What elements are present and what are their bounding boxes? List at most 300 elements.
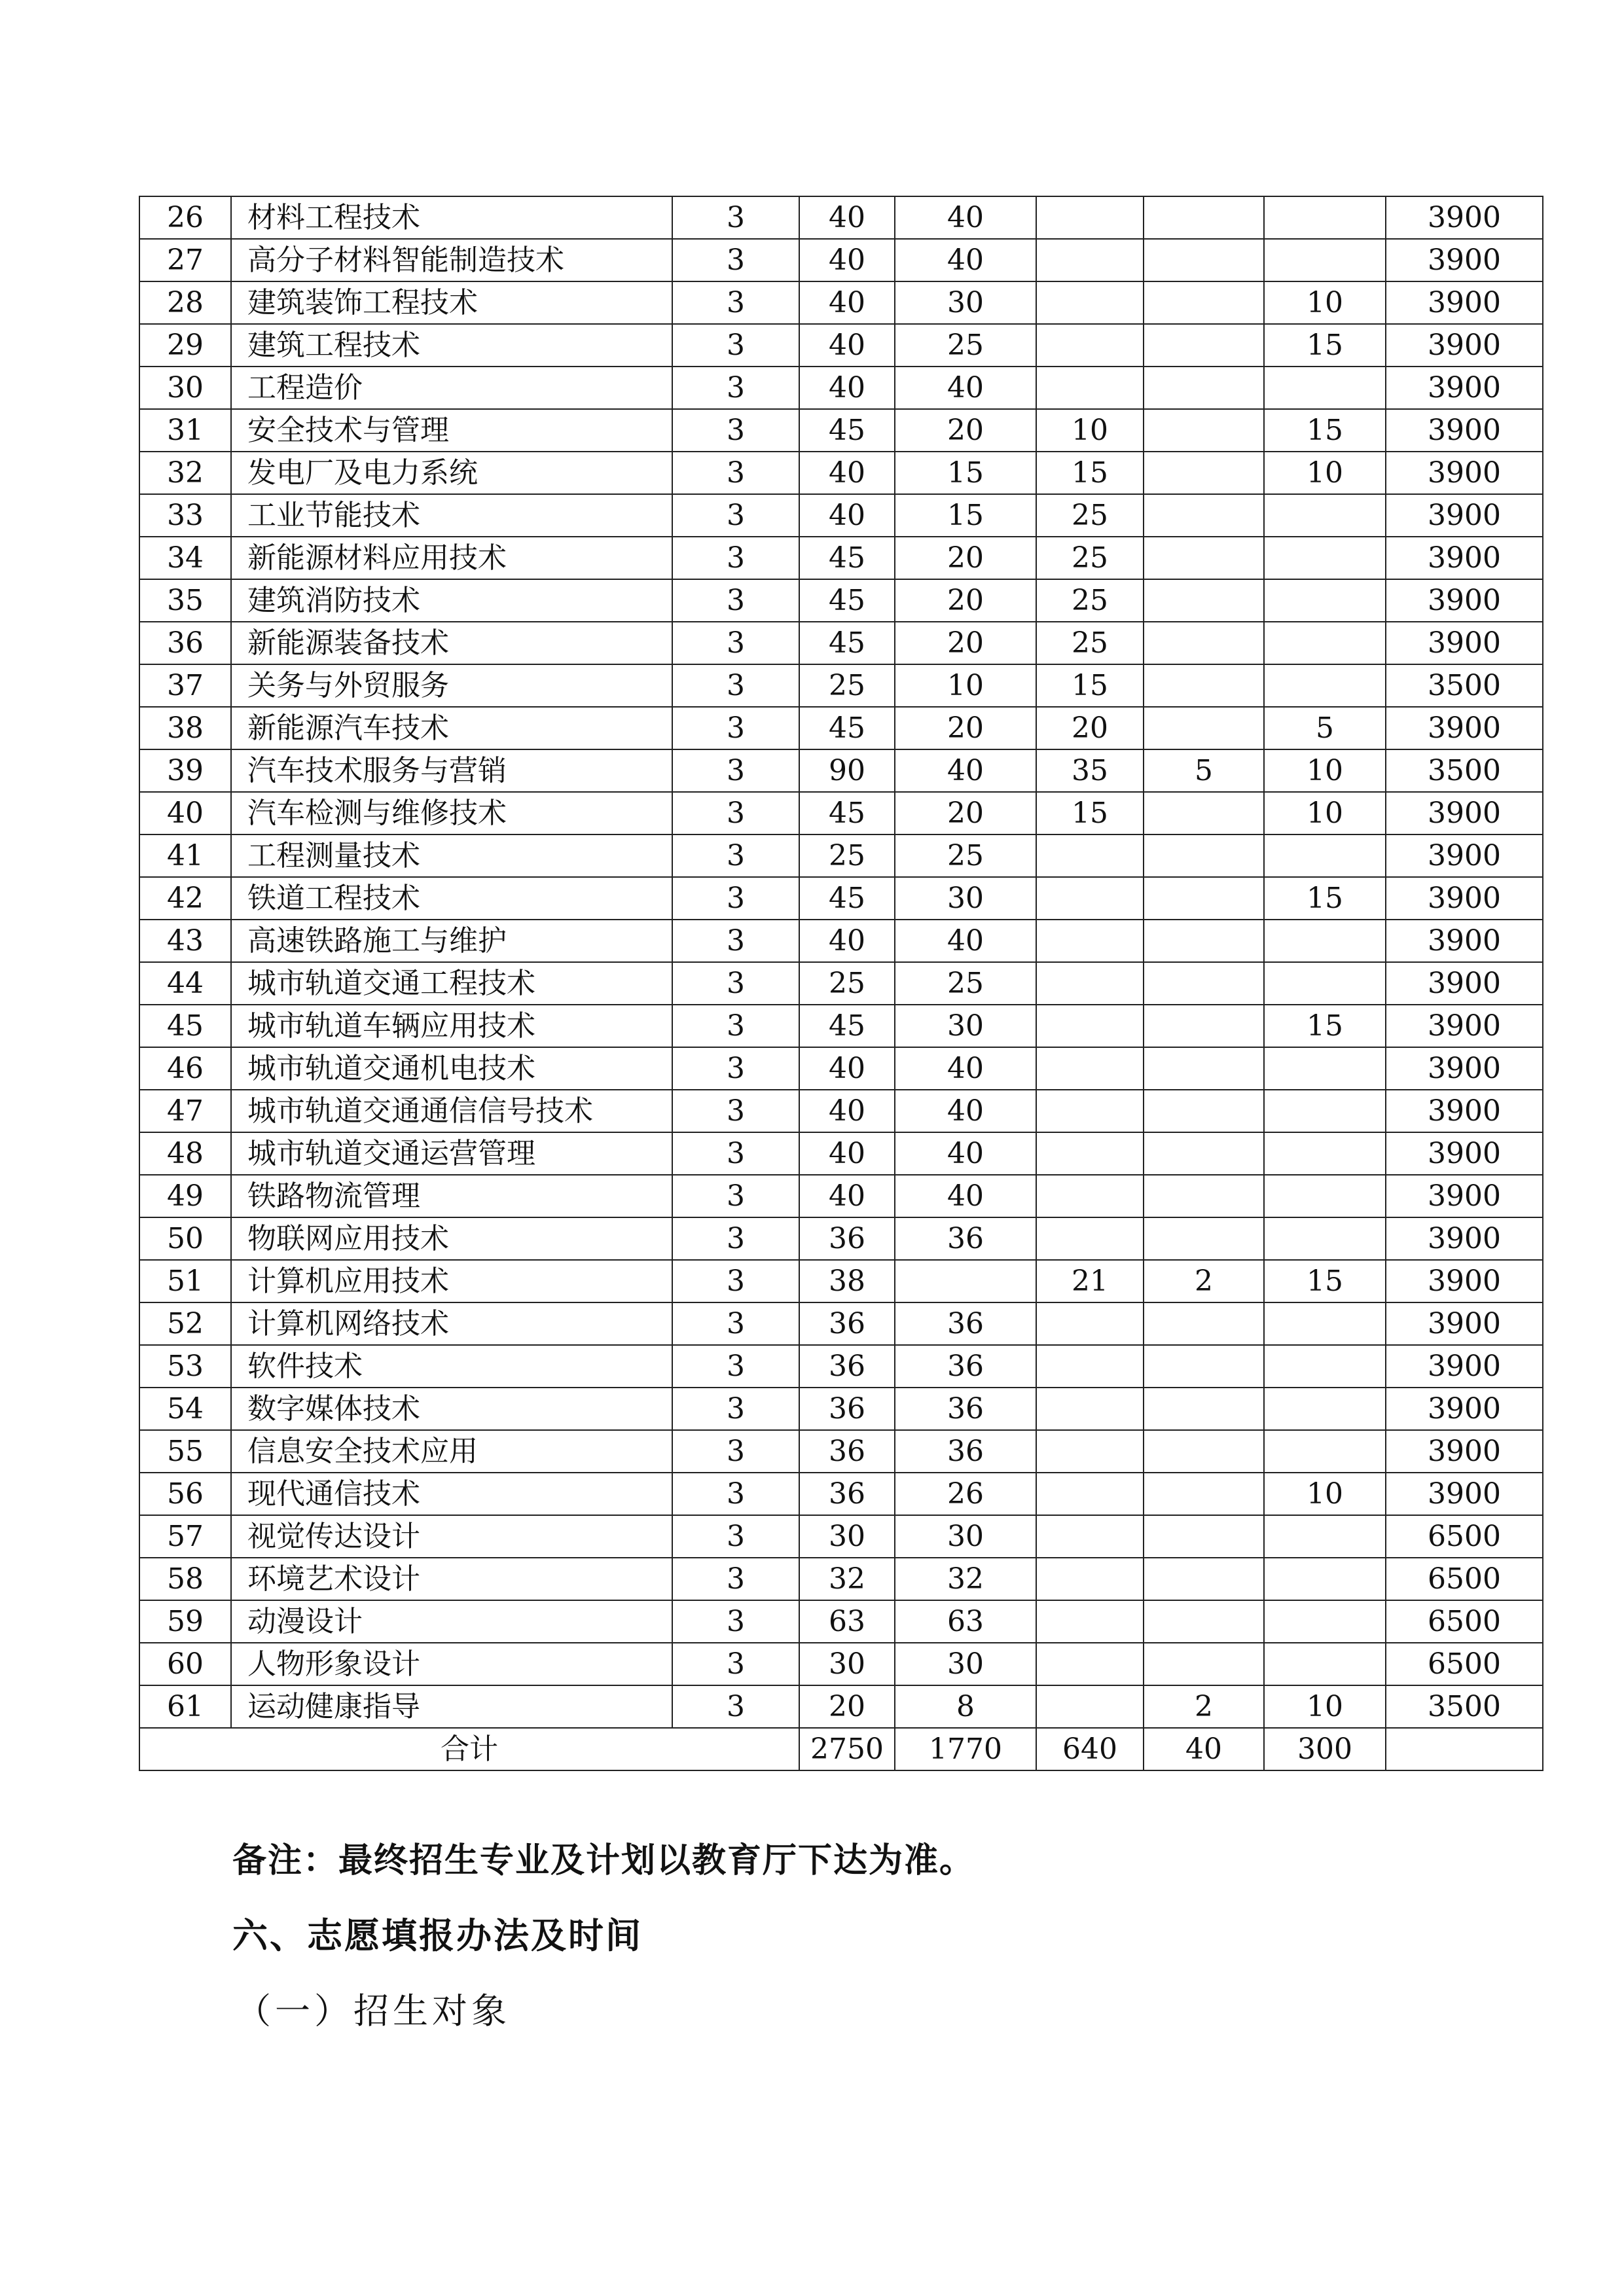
table-cell: 47 bbox=[139, 1090, 231, 1132]
total-value-cell: 300 bbox=[1264, 1728, 1386, 1770]
table-cell: 28 bbox=[139, 281, 231, 324]
table-cell: 3900 bbox=[1386, 792, 1543, 834]
table-cell bbox=[1264, 239, 1386, 281]
table-cell bbox=[1144, 1005, 1264, 1047]
table-row bbox=[139, 664, 1543, 707]
table-cell: 40 bbox=[799, 281, 895, 324]
table-cell: 3 bbox=[672, 920, 799, 962]
table-cell: 20 bbox=[895, 579, 1036, 622]
major-name-cell: 汽车检测与维修技术 bbox=[231, 792, 672, 834]
table-cell: 3900 bbox=[1386, 877, 1543, 920]
table-cell: 3900 bbox=[1386, 324, 1543, 367]
table-cell: 3 bbox=[672, 664, 799, 707]
table-cell: 20 bbox=[1036, 707, 1144, 749]
table-cell bbox=[1036, 1430, 1144, 1473]
table-cell bbox=[1036, 367, 1144, 409]
table-cell: 40 bbox=[799, 1090, 895, 1132]
table-cell: 5 bbox=[1144, 749, 1264, 792]
table-cell: 40 bbox=[799, 367, 895, 409]
table-cell: 25 bbox=[895, 834, 1036, 877]
table-cell bbox=[1264, 834, 1386, 877]
table-cell bbox=[1264, 579, 1386, 622]
table-cell: 36 bbox=[139, 622, 231, 664]
table-cell bbox=[1144, 834, 1264, 877]
table-cell: 40 bbox=[895, 749, 1036, 792]
total-value-cell bbox=[1386, 1728, 1543, 1770]
major-name-cell: 城市轨道车辆应用技术 bbox=[231, 1005, 672, 1047]
section-heading: 六、志愿填报办法及时间 bbox=[232, 1915, 643, 1956]
table-cell bbox=[1144, 1175, 1264, 1217]
table-cell: 3 bbox=[672, 1558, 799, 1600]
table-cell: 40 bbox=[895, 920, 1036, 962]
table-row bbox=[139, 792, 1543, 834]
table-cell bbox=[1144, 792, 1264, 834]
table-cell: 90 bbox=[799, 749, 895, 792]
table-row bbox=[139, 1388, 1543, 1430]
major-name-cell: 运动健康指导 bbox=[231, 1685, 672, 1728]
table-cell: 8 bbox=[895, 1685, 1036, 1728]
remark-note: 备注：最终招生专业及计划以教育厅下达为准。 bbox=[232, 1841, 975, 1880]
table-cell: 3900 bbox=[1386, 1388, 1543, 1430]
table-cell: 56 bbox=[139, 1473, 231, 1515]
table-cell: 25 bbox=[799, 834, 895, 877]
table-cell: 3900 bbox=[1386, 579, 1543, 622]
table-cell bbox=[1144, 1643, 1264, 1685]
table-cell: 3900 bbox=[1386, 537, 1543, 579]
table-cell: 3 bbox=[672, 1260, 799, 1302]
table-cell: 57 bbox=[139, 1515, 231, 1558]
table-cell: 30 bbox=[895, 1005, 1036, 1047]
table-cell: 31 bbox=[139, 409, 231, 452]
table-row bbox=[139, 962, 1543, 1005]
table-cell: 36 bbox=[895, 1345, 1036, 1388]
table-cell: 30 bbox=[799, 1515, 895, 1558]
table-cell bbox=[1144, 664, 1264, 707]
table-cell: 60 bbox=[139, 1643, 231, 1685]
table-row bbox=[139, 707, 1543, 749]
table-cell: 21 bbox=[1036, 1260, 1144, 1302]
table-cell bbox=[1144, 877, 1264, 920]
table-cell: 3900 bbox=[1386, 196, 1543, 239]
major-name-cell: 计算机应用技术 bbox=[231, 1260, 672, 1302]
table-cell: 40 bbox=[139, 792, 231, 834]
table-cell: 25 bbox=[895, 324, 1036, 367]
table-cell: 36 bbox=[895, 1388, 1036, 1430]
table-cell: 3 bbox=[672, 877, 799, 920]
table-cell: 45 bbox=[799, 622, 895, 664]
table-cell bbox=[1264, 1558, 1386, 1600]
table-cell: 20 bbox=[895, 792, 1036, 834]
table-row bbox=[139, 239, 1543, 281]
table-row bbox=[139, 1090, 1543, 1132]
table-row bbox=[139, 579, 1543, 622]
table-cell: 40 bbox=[799, 452, 895, 494]
table-cell bbox=[1144, 707, 1264, 749]
table-row bbox=[139, 452, 1543, 494]
table-cell: 10 bbox=[1264, 281, 1386, 324]
table-cell: 3900 bbox=[1386, 1345, 1543, 1388]
major-name-cell: 安全技术与管理 bbox=[231, 409, 672, 452]
table-cell: 42 bbox=[139, 877, 231, 920]
table-cell: 3 bbox=[672, 494, 799, 537]
table-cell: 25 bbox=[1036, 622, 1144, 664]
table-cell bbox=[1144, 1302, 1264, 1345]
table-cell bbox=[1036, 877, 1144, 920]
table-cell: 10 bbox=[1264, 452, 1386, 494]
table-cell: 10 bbox=[1264, 1473, 1386, 1515]
table-cell: 3 bbox=[672, 1005, 799, 1047]
table-cell: 3500 bbox=[1386, 749, 1543, 792]
major-name-cell: 环境艺术设计 bbox=[231, 1558, 672, 1600]
table-cell: 45 bbox=[799, 409, 895, 452]
table-cell: 40 bbox=[799, 1132, 895, 1175]
table-row bbox=[139, 1515, 1543, 1558]
table-row bbox=[139, 196, 1543, 239]
table-cell: 41 bbox=[139, 834, 231, 877]
table-cell: 3900 bbox=[1386, 1132, 1543, 1175]
table-cell: 3 bbox=[672, 1430, 799, 1473]
table-cell: 15 bbox=[1264, 324, 1386, 367]
major-name-cell: 铁路物流管理 bbox=[231, 1175, 672, 1217]
table-cell bbox=[1144, 1388, 1264, 1430]
table-cell: 3 bbox=[672, 1132, 799, 1175]
table-cell bbox=[1036, 1005, 1144, 1047]
table-row bbox=[139, 324, 1543, 367]
table-cell: 63 bbox=[895, 1600, 1036, 1643]
table-row bbox=[139, 1430, 1543, 1473]
table-cell bbox=[1036, 1473, 1144, 1515]
table-cell: 30 bbox=[895, 877, 1036, 920]
table-cell bbox=[1036, 1643, 1144, 1685]
table-cell bbox=[1144, 537, 1264, 579]
table-cell: 40 bbox=[895, 196, 1036, 239]
major-name-cell: 城市轨道交通机电技术 bbox=[231, 1047, 672, 1090]
table-cell: 3900 bbox=[1386, 409, 1543, 452]
table-cell: 3 bbox=[672, 962, 799, 1005]
major-name-cell: 发电厂及电力系统 bbox=[231, 452, 672, 494]
subsection-heading: （一）招生对象 bbox=[236, 1990, 511, 2032]
table-cell: 36 bbox=[895, 1302, 1036, 1345]
table-cell: 3900 bbox=[1386, 707, 1543, 749]
table-cell bbox=[1036, 1685, 1144, 1728]
major-name-cell: 建筑工程技术 bbox=[231, 324, 672, 367]
table-cell: 29 bbox=[139, 324, 231, 367]
table-cell bbox=[1264, 537, 1386, 579]
table-cell: 25 bbox=[799, 664, 895, 707]
table-cell: 3 bbox=[672, 1047, 799, 1090]
table-cell bbox=[1264, 494, 1386, 537]
table-cell bbox=[1264, 1345, 1386, 1388]
table-cell: 36 bbox=[799, 1473, 895, 1515]
table-cell: 36 bbox=[799, 1217, 895, 1260]
table-cell: 3 bbox=[672, 1388, 799, 1430]
table-cell: 39 bbox=[139, 749, 231, 792]
table-cell: 45 bbox=[799, 877, 895, 920]
table-cell: 45 bbox=[799, 579, 895, 622]
table-cell: 35 bbox=[139, 579, 231, 622]
table-cell bbox=[1144, 452, 1264, 494]
table-cell: 25 bbox=[1036, 537, 1144, 579]
table-cell: 2 bbox=[1144, 1685, 1264, 1728]
table-cell bbox=[1264, 1600, 1386, 1643]
table-cell: 3900 bbox=[1386, 1302, 1543, 1345]
table-cell: 46 bbox=[139, 1047, 231, 1090]
table-row bbox=[139, 1345, 1543, 1388]
table-cell: 25 bbox=[895, 962, 1036, 1005]
table-cell: 30 bbox=[895, 281, 1036, 324]
major-name-cell: 新能源装备技术 bbox=[231, 622, 672, 664]
table-row bbox=[139, 1473, 1543, 1515]
major-name-cell: 信息安全技术应用 bbox=[231, 1430, 672, 1473]
table-cell: 6500 bbox=[1386, 1558, 1543, 1600]
table-cell bbox=[1036, 1132, 1144, 1175]
table-cell: 48 bbox=[139, 1132, 231, 1175]
major-name-cell: 计算机网络技术 bbox=[231, 1302, 672, 1345]
table-cell: 40 bbox=[799, 494, 895, 537]
table-row bbox=[139, 1643, 1543, 1685]
table-cell bbox=[1144, 1515, 1264, 1558]
table-cell: 3 bbox=[672, 622, 799, 664]
table-cell: 3 bbox=[672, 1643, 799, 1685]
table-cell: 3900 bbox=[1386, 1047, 1543, 1090]
major-name-cell: 建筑消防技术 bbox=[231, 579, 672, 622]
major-name-cell: 建筑装饰工程技术 bbox=[231, 281, 672, 324]
table-cell: 30 bbox=[139, 367, 231, 409]
major-name-cell: 软件技术 bbox=[231, 1345, 672, 1388]
table-cell: 3900 bbox=[1386, 1175, 1543, 1217]
table-cell: 3900 bbox=[1386, 1473, 1543, 1515]
table-cell: 40 bbox=[895, 239, 1036, 281]
table-cell: 3 bbox=[672, 749, 799, 792]
table-cell: 36 bbox=[799, 1430, 895, 1473]
table-cell: 3500 bbox=[1386, 664, 1543, 707]
total-row bbox=[139, 1728, 1543, 1770]
table-cell: 10 bbox=[1264, 749, 1386, 792]
table-cell: 3 bbox=[672, 1302, 799, 1345]
table-cell: 35 bbox=[1036, 749, 1144, 792]
table-cell bbox=[1036, 1047, 1144, 1090]
table-cell: 3900 bbox=[1386, 1090, 1543, 1132]
table-row bbox=[139, 494, 1543, 537]
table-cell: 63 bbox=[799, 1600, 895, 1643]
major-name-cell: 城市轨道交通工程技术 bbox=[231, 962, 672, 1005]
major-name-cell: 物联网应用技术 bbox=[231, 1217, 672, 1260]
table-cell: 40 bbox=[799, 324, 895, 367]
major-name-cell: 动漫设计 bbox=[231, 1600, 672, 1643]
table-cell bbox=[1036, 1388, 1144, 1430]
table-row bbox=[139, 1302, 1543, 1345]
major-name-cell: 工业节能技术 bbox=[231, 494, 672, 537]
major-name-cell: 人物形象设计 bbox=[231, 1643, 672, 1685]
table-cell: 61 bbox=[139, 1685, 231, 1728]
table-cell: 54 bbox=[139, 1388, 231, 1430]
table-cell bbox=[1144, 622, 1264, 664]
table-cell: 15 bbox=[1264, 877, 1386, 920]
table-cell bbox=[1264, 1388, 1386, 1430]
table-cell: 3900 bbox=[1386, 281, 1543, 324]
table-cell: 3 bbox=[672, 239, 799, 281]
table-cell: 40 bbox=[895, 1090, 1036, 1132]
table-cell bbox=[1144, 281, 1264, 324]
table-cell: 3 bbox=[672, 1345, 799, 1388]
table-cell bbox=[1144, 1430, 1264, 1473]
table-cell: 32 bbox=[799, 1558, 895, 1600]
table-cell: 40 bbox=[799, 920, 895, 962]
major-name-cell: 现代通信技术 bbox=[231, 1473, 672, 1515]
table-row bbox=[139, 1558, 1543, 1600]
table-cell bbox=[1144, 1345, 1264, 1388]
table-cell: 3 bbox=[672, 1473, 799, 1515]
table-cell: 3 bbox=[672, 1685, 799, 1728]
table-cell: 3900 bbox=[1386, 962, 1543, 1005]
table-cell: 30 bbox=[895, 1515, 1036, 1558]
table-cell bbox=[1144, 962, 1264, 1005]
table-cell bbox=[1264, 962, 1386, 1005]
major-name-cell: 高分子材料智能制造技术 bbox=[231, 239, 672, 281]
table-cell: 40 bbox=[895, 1175, 1036, 1217]
major-name-cell: 高速铁路施工与维护 bbox=[231, 920, 672, 962]
table-cell bbox=[1036, 281, 1144, 324]
table-cell: 36 bbox=[895, 1430, 1036, 1473]
total-value-cell: 2750 bbox=[799, 1728, 895, 1770]
table-cell: 45 bbox=[799, 537, 895, 579]
table-cell: 3900 bbox=[1386, 1217, 1543, 1260]
table-cell: 15 bbox=[1264, 409, 1386, 452]
table-cell: 3 bbox=[672, 1600, 799, 1643]
table-row bbox=[139, 622, 1543, 664]
table-cell: 3 bbox=[672, 324, 799, 367]
table-cell: 10 bbox=[895, 664, 1036, 707]
table-cell: 36 bbox=[799, 1345, 895, 1388]
table-cell: 20 bbox=[895, 537, 1036, 579]
table-cell: 26 bbox=[895, 1473, 1036, 1515]
table-cell: 40 bbox=[799, 1047, 895, 1090]
table-cell bbox=[1144, 1217, 1264, 1260]
table-row bbox=[139, 1217, 1543, 1260]
table-row bbox=[139, 281, 1543, 324]
table-row bbox=[139, 1175, 1543, 1217]
table-cell: 3900 bbox=[1386, 1260, 1543, 1302]
table-cell: 6500 bbox=[1386, 1643, 1543, 1685]
table-cell: 38 bbox=[799, 1260, 895, 1302]
table-cell: 45 bbox=[139, 1005, 231, 1047]
table-cell bbox=[1036, 1217, 1144, 1260]
major-name-cell: 工程测量技术 bbox=[231, 834, 672, 877]
table-cell bbox=[1036, 962, 1144, 1005]
table-cell bbox=[1144, 196, 1264, 239]
table-cell bbox=[1036, 324, 1144, 367]
table-cell: 3900 bbox=[1386, 494, 1543, 537]
table-cell bbox=[1264, 1217, 1386, 1260]
table-cell bbox=[1036, 920, 1144, 962]
table-cell: 40 bbox=[895, 1047, 1036, 1090]
table-cell: 3900 bbox=[1386, 452, 1543, 494]
table-cell: 3900 bbox=[1386, 622, 1543, 664]
table-cell: 45 bbox=[799, 707, 895, 749]
table-cell: 58 bbox=[139, 1558, 231, 1600]
major-name-cell: 视觉传达设计 bbox=[231, 1515, 672, 1558]
table-cell: 20 bbox=[895, 409, 1036, 452]
table-cell: 52 bbox=[139, 1302, 231, 1345]
table-cell bbox=[1144, 1090, 1264, 1132]
table-cell bbox=[1036, 1175, 1144, 1217]
table-body bbox=[139, 196, 1543, 1770]
table-cell: 27 bbox=[139, 239, 231, 281]
table-cell: 20 bbox=[895, 707, 1036, 749]
table-row bbox=[139, 1132, 1543, 1175]
table-cell bbox=[1144, 1047, 1264, 1090]
table-cell bbox=[1144, 409, 1264, 452]
table-cell bbox=[1264, 622, 1386, 664]
table-cell: 25 bbox=[799, 962, 895, 1005]
table-cell: 15 bbox=[1264, 1005, 1386, 1047]
table-cell: 32 bbox=[139, 452, 231, 494]
table-row bbox=[139, 920, 1543, 962]
table-cell: 36 bbox=[895, 1217, 1036, 1260]
table-row bbox=[139, 1005, 1543, 1047]
table-cell: 34 bbox=[139, 537, 231, 579]
table-cell: 3900 bbox=[1386, 239, 1543, 281]
major-name-cell: 新能源汽车技术 bbox=[231, 707, 672, 749]
table-cell: 30 bbox=[799, 1643, 895, 1685]
table-cell: 3900 bbox=[1386, 834, 1543, 877]
major-name-cell: 数字媒体技术 bbox=[231, 1388, 672, 1430]
table-cell: 3 bbox=[672, 1217, 799, 1260]
table-cell: 44 bbox=[139, 962, 231, 1005]
table-cell bbox=[1036, 239, 1144, 281]
table-cell: 2 bbox=[1144, 1260, 1264, 1302]
table-cell: 26 bbox=[139, 196, 231, 239]
table-cell: 6500 bbox=[1386, 1515, 1543, 1558]
table-cell bbox=[1264, 1515, 1386, 1558]
table-row bbox=[139, 877, 1543, 920]
table-row bbox=[139, 834, 1543, 877]
table-cell bbox=[1144, 579, 1264, 622]
table-cell: 50 bbox=[139, 1217, 231, 1260]
table-cell: 40 bbox=[895, 1132, 1036, 1175]
table-cell: 55 bbox=[139, 1430, 231, 1473]
table-cell: 51 bbox=[139, 1260, 231, 1302]
table-row bbox=[139, 409, 1543, 452]
table-cell: 15 bbox=[1264, 1260, 1386, 1302]
table-cell: 33 bbox=[139, 494, 231, 537]
table-cell: 40 bbox=[799, 196, 895, 239]
table-cell: 40 bbox=[895, 367, 1036, 409]
table-cell bbox=[1144, 920, 1264, 962]
total-label: 合计 bbox=[139, 1728, 799, 1770]
table-cell bbox=[1264, 196, 1386, 239]
table-cell bbox=[1036, 1090, 1144, 1132]
table-cell: 40 bbox=[799, 1175, 895, 1217]
table-cell: 36 bbox=[799, 1388, 895, 1430]
table-cell bbox=[1144, 239, 1264, 281]
table-cell: 3 bbox=[672, 1515, 799, 1558]
table-cell bbox=[1036, 1600, 1144, 1643]
table-cell bbox=[1036, 1558, 1144, 1600]
enrollment-plan-table bbox=[139, 196, 1543, 1771]
table-cell: 37 bbox=[139, 664, 231, 707]
major-name-cell: 材料工程技术 bbox=[231, 196, 672, 239]
major-name-cell: 新能源材料应用技术 bbox=[231, 537, 672, 579]
table-cell: 30 bbox=[895, 1643, 1036, 1685]
table-cell bbox=[1264, 1302, 1386, 1345]
table-cell bbox=[1036, 834, 1144, 877]
table-cell: 32 bbox=[895, 1558, 1036, 1600]
table-cell: 3 bbox=[672, 281, 799, 324]
table-cell: 3 bbox=[672, 409, 799, 452]
table-cell bbox=[1144, 1473, 1264, 1515]
table-cell: 3900 bbox=[1386, 1430, 1543, 1473]
